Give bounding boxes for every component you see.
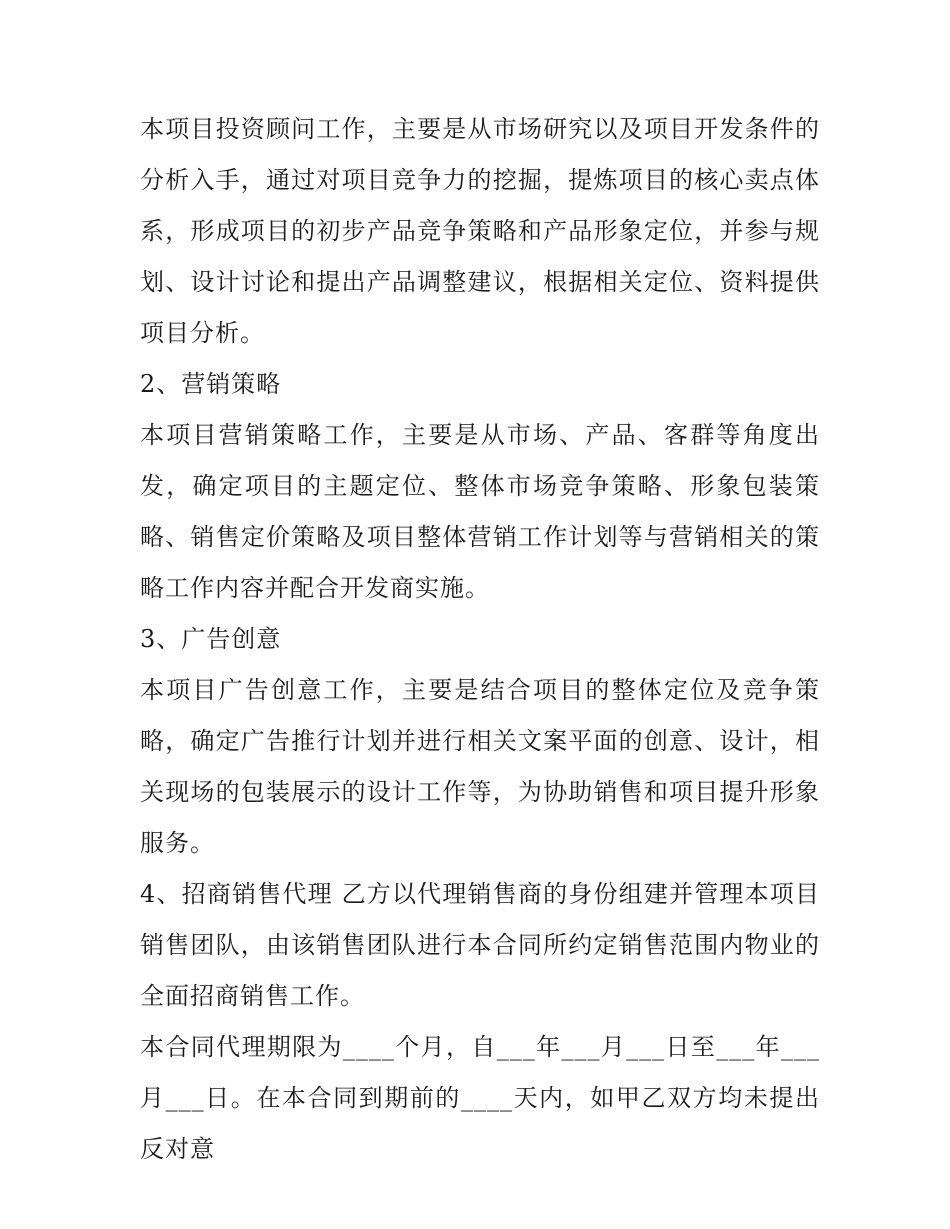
paragraph-sales-agency: 4、招商销售代理 乙方以代理销售商的身份组建并管理本项目销售团队，由该销售团队进行本合同所约定销售范围内物业的全面招商销售工作。 bbox=[140, 880, 820, 1010]
paragraph-advertising-creative: 本项目广告创意工作，主要是结合项目的整体定位及竞争策略，确定广告推行计划并进行相关文案平面的创意、设计，相关现场的包装展示的设计工作等，为协助销售和项目提升形象服务。 bbox=[140, 676, 820, 857]
paragraph-investment-consulting: 本项目投资顾问工作，主要是从市场研究以及项目开发条件的分析入手，通过对项目竞争力的挖掘，提炼项目的核心卖点体系，形成项目的初步产品竞争策略和产品形象定位，并参与规划、设计讨论和提出产品调整建议，根据相关定位、资料提供项目分析。 bbox=[140, 115, 820, 347]
paragraph-marketing-strategy: 本项目营销策略工作，主要是从市场、产品、客群等角度出发，确定项目的主题定位、整体市场竞争策略、形象包装策略、销售定价策略及项目整体营销工作计划等与营销相关的策略工作内容并配合开发商实施。 bbox=[140, 421, 820, 602]
heading-advertising-creative: 3、广告创意 bbox=[140, 625, 282, 653]
document-body bbox=[140, 104, 820, 1175]
heading-marketing-strategy: 2、营销策略 bbox=[140, 370, 282, 398]
paragraph-agency-term: 本合同代理期限为____个月，自___年___月___日至___年___月___日。在本合同到期前的____天内，如甲乙双方均未提出反对意 bbox=[140, 1033, 820, 1163]
